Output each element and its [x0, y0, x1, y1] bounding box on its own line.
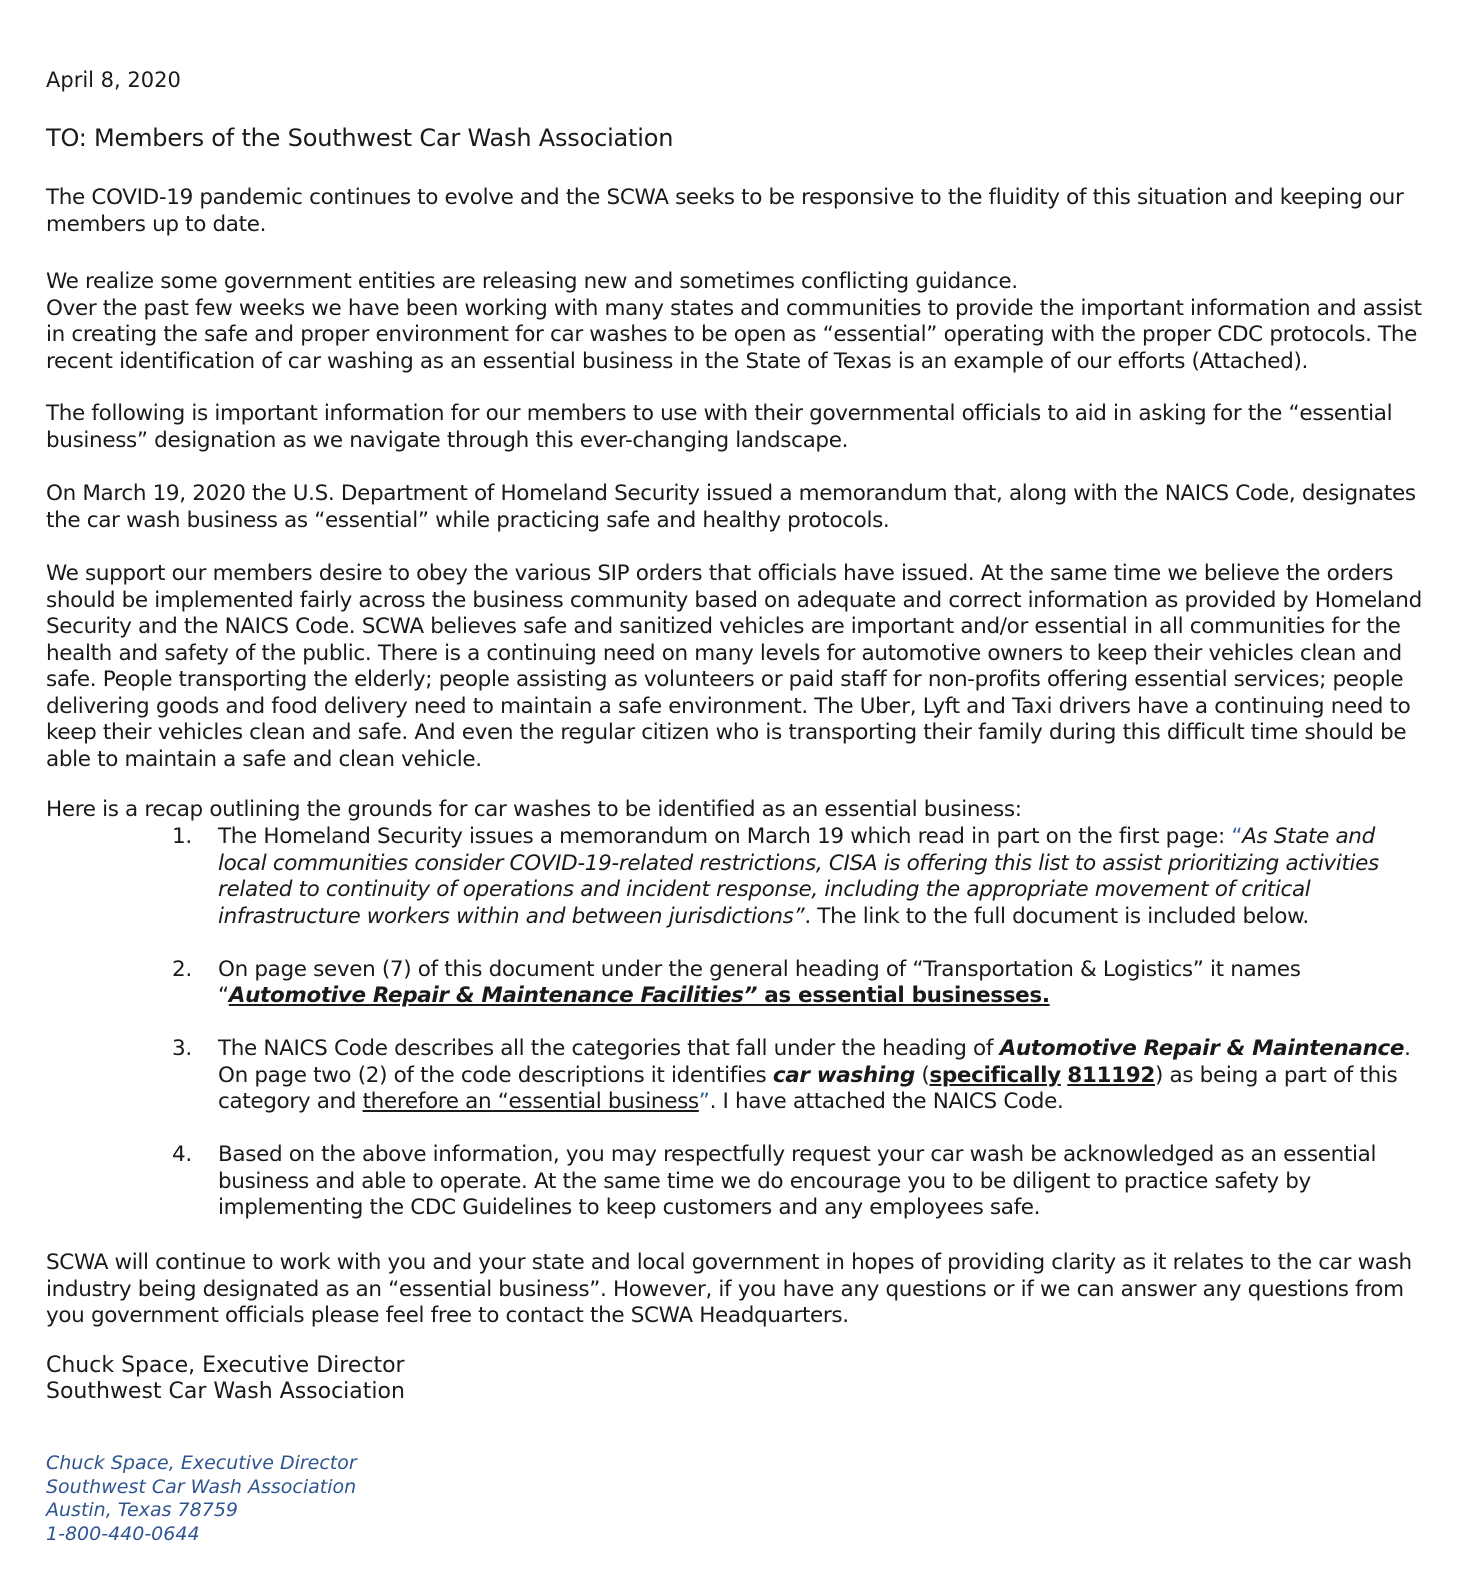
memorandum-paragraph: On March 19, 2020 the U.S. Department of Homeland Security issued a memorandum that, along with the NAICS Code, designates the car wash business as “essential” while practicing safe and healthy protocols. — [46, 481, 1416, 533]
list-item — [172, 957, 1422, 1010]
item-text: ( — [914, 1062, 930, 1088]
specifically-underlined: specifically — [929, 1062, 1061, 1088]
item-text: . On page two (2) of the code descriptions it identifies — [218, 1036, 1411, 1088]
item-tail: . The link to the full document is included below. — [804, 903, 1309, 929]
item-text: ) as being a part of this category and — [218, 1062, 1398, 1114]
item-text: The NAICS Code describes all the categories that fall under the heading of — [218, 1036, 1000, 1061]
naics-code-number: 811192 — [1067, 1062, 1155, 1088]
guidance-sentence: We realize some government entities are releasing new and sometimes conflicting guidance. — [46, 269, 1018, 294]
signer-organization: Southwest Car Wash Association — [46, 1379, 405, 1404]
category-emphasis: Automotive Repair & Maintenance — [999, 1036, 1405, 1061]
list-item — [172, 1142, 1422, 1222]
signature-block — [46, 1353, 405, 1405]
information-paragraph: The following is important information for our members to use with their governmental officials to aid in asking for the “essential business” designation as we navigate through this ever-changing landscape. — [46, 401, 1393, 453]
footer-organization: Southwest Car Wash Association — [46, 1475, 357, 1498]
footer-phone: 1-800-440-0644 — [46, 1522, 200, 1545]
support-paragraph: We support our members desire to obey the various SIP orders that officials have issued. At the same time we believe the orders should be implemented fairly across the business community based on adequate and correct information as provided by Homeland Security and the NAICS Code. SCWA believes safe and sanitized vehicles are important and/or essential in all communities for the health and safety of the public. There is a continuing need on many levels for automotive owners to keep their vehicles clean and safe. People transporting the elderly; people assisting as volunteers or paid staff for non-profits offering essential services; people delivering goods and food delivery need to maintain a safe environment. The Uber, Lyft and Taxi drivers have a continuing need to keep their vehicles clean and safe. And even the regular citizen who is transporting their family during this difficult time should be able to maintain a safe and clean vehicle. — [46, 561, 1422, 772]
intro-paragraph: The COVID-19 pandemic continues to evolve and the SCWA seeks to be responsive to the fluidity of this situation and keeping our members up to date. — [46, 185, 1404, 237]
footer-address: Austin, Texas 78759 — [46, 1499, 239, 1521]
list-item — [172, 1036, 1422, 1116]
item-tail: . I have attached the NAICS Code. — [709, 1089, 1064, 1114]
essential-business-underlined: therefore an “essential business — [362, 1089, 699, 1114]
recap-intro: Here is a recap outlining the grounds for car washes to be identified as an essential business: — [46, 797, 1022, 822]
item-text: Based on the above information, you may respectfully request your car wash be acknowledged as an essential business and able to operate. At the same time we do encourage you to be diligent to practice safety by implementing the CDC Guidelines to keep customers and any employees safe. — [218, 1142, 1377, 1220]
list-item — [172, 824, 1422, 930]
item-tail: as essential businesses. — [757, 983, 1050, 1008]
cisa-quote: As State and local communities consider COVID-19-related restrictions, CISA is offering this list to assist prioritizing activities related to continuity of operations and incident response, including the appropriate movement of critical infrastructure workers within and between jurisdictions” — [218, 824, 1379, 929]
footer-name-title: Chuck Space, Executive Director — [46, 1452, 357, 1474]
recipient-line: TO: Members of the Southwest Car Wash Association — [46, 124, 674, 152]
list-number: 4. — [172, 1142, 192, 1167]
open-quote: “ — [1231, 824, 1243, 849]
list-number: 1. — [172, 824, 192, 849]
closing-paragraph: SCWA will continue to work with you and your state and local government in hopes of providing clarity as it relates to the car wash industry being designated as an “essential business”. However, if you have any questions or if we can answer any questions from you government officials please feel free to contact the SCWA Headquarters. — [46, 1250, 1412, 1328]
efforts-text: Over the past few weeks we have been working with many states and communities to provide the important information and assist in creating the safe and proper environment for car washes to be open as “essential” operating with the proper CDC protocols. The recent identification of car washing as an essential business in the State of Texas is an example of our efforts (Attached). — [46, 295, 1422, 374]
signer-name-title: Chuck Space, Executive Director — [46, 1353, 405, 1378]
open-quote: “ — [218, 983, 229, 1008]
list-number: 3. — [172, 1036, 192, 1061]
contact-footer — [46, 1452, 357, 1546]
close-quote: ” — [698, 1089, 710, 1114]
facilities-emphasis: Automotive Repair & Maintenance Facilities” — [228, 983, 758, 1008]
grounds-list — [172, 824, 1422, 1248]
guidance-paragraph — [46, 269, 1436, 375]
item-text: The Homeland Security issues a memorandum on March 19 which read in part on the first page: — [218, 824, 1232, 849]
letter-date: April 8, 2020 — [46, 68, 181, 92]
item-text: On page seven (7) of this document under the general heading of “Transportation & Logistics” it names — [218, 956, 1301, 982]
list-number: 2. — [172, 956, 192, 982]
car-washing-emphasis: car washing — [772, 1062, 915, 1088]
